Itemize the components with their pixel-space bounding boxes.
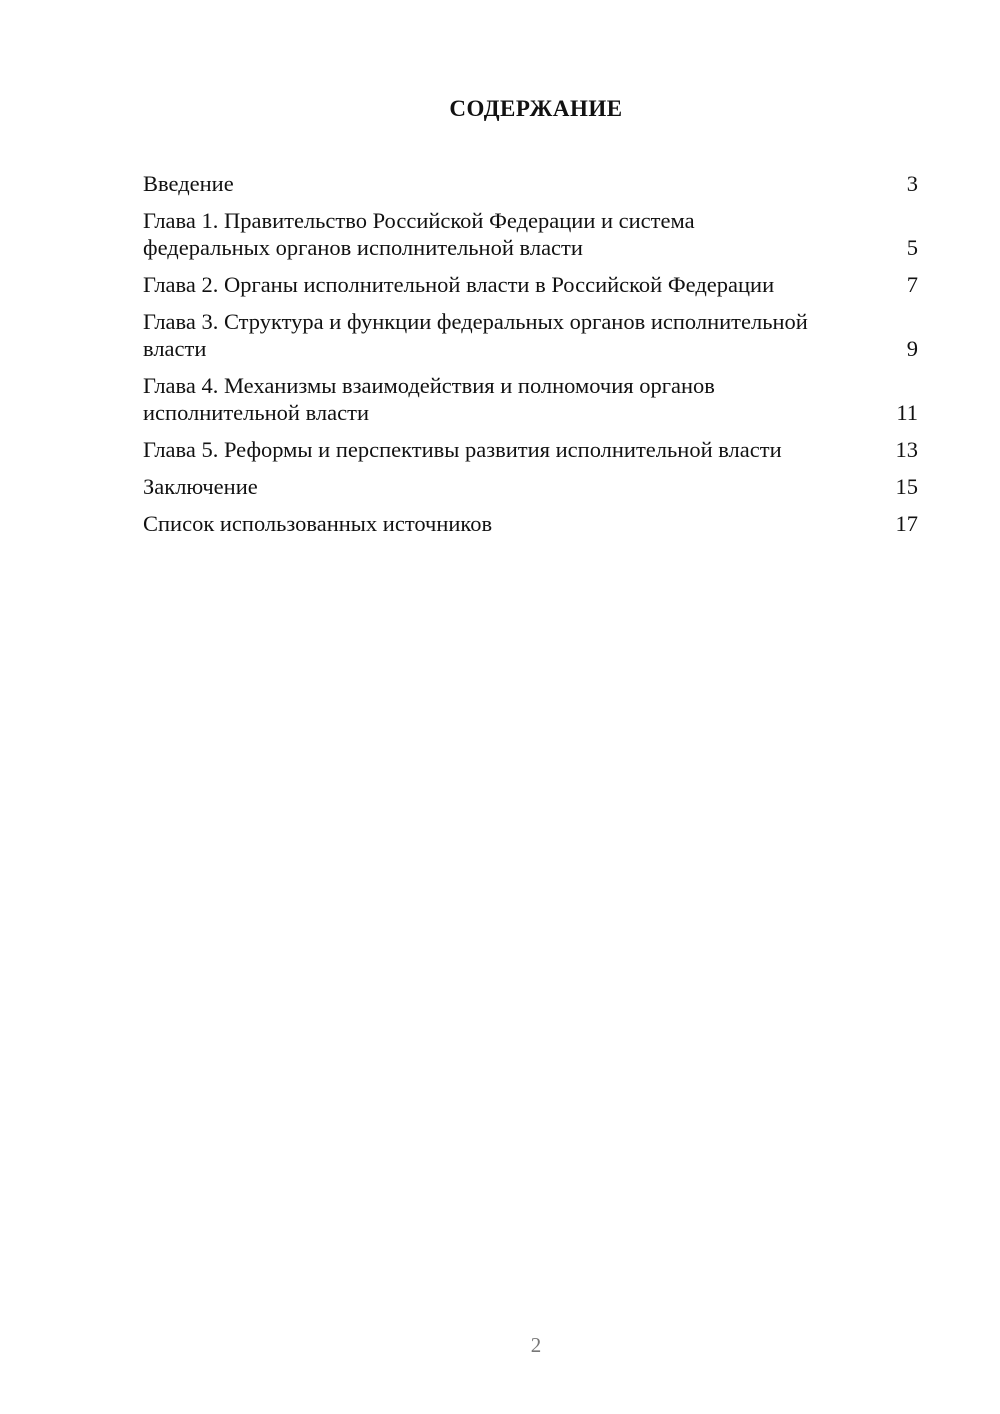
toc-entry-introduction[interactable] — [143, 170, 918, 197]
toc-entry-page: 5 — [906, 235, 918, 260]
toc-entry-chapter-2[interactable] — [143, 271, 918, 298]
toc-title: СОДЕРЖАНИЕ — [449, 96, 623, 121]
toc-entry-page: 15 — [895, 474, 918, 499]
toc-entry-text: Глава 5. Реформы и перспективы развития исполнительной власти — [143, 437, 782, 462]
toc-entry-conclusion[interactable] — [143, 473, 918, 500]
toc-entry-chapter-4[interactable] — [143, 372, 918, 426]
toc-entry-text: Глава 2. Органы исполнительной власти в Российской Федерации — [143, 272, 775, 297]
toc-entry-chapter-1[interactable] — [143, 207, 918, 261]
toc-entry-chapter-3[interactable] — [143, 308, 918, 362]
toc-entry-text: Введение — [143, 171, 234, 196]
toc-entry-page: 9 — [906, 336, 918, 361]
toc-entry-references[interactable] — [143, 510, 918, 537]
toc-entry-text: Глава 3. Структура и функции федеральных органов исполнительной власти — [143, 309, 808, 361]
toc-entry-text: Заключение — [143, 474, 258, 499]
table-of-contents — [143, 170, 918, 547]
toc-entry-page: 11 — [896, 400, 918, 425]
toc-entry-text: Глава 1. Правительство Российской Федерации и система федеральных органов исполнительной власти — [143, 208, 695, 260]
toc-entry-text: Глава 4. Механизмы взаимодействия и полномочия органов исполнительной власти — [143, 373, 715, 425]
toc-entry-page: 13 — [895, 437, 918, 462]
toc-entry-page: 3 — [906, 171, 918, 196]
page-number: 2 — [530, 1333, 542, 1357]
toc-entry-chapter-5[interactable] — [143, 436, 918, 463]
toc-entry-page: 17 — [895, 511, 918, 536]
toc-entry-text: Список использованных источников — [143, 511, 493, 536]
toc-entry-page: 7 — [906, 272, 918, 297]
